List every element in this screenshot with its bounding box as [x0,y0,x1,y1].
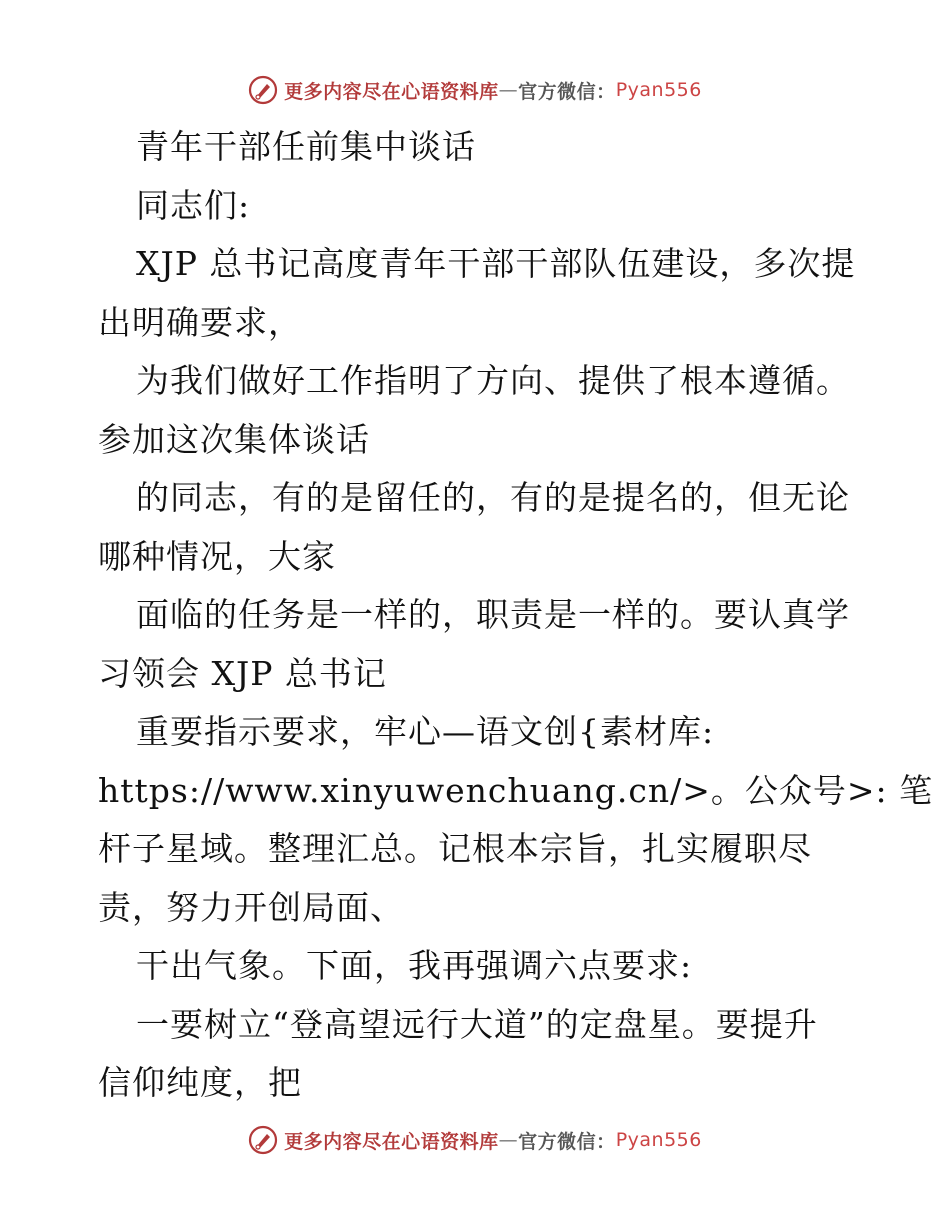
text-line: 出明确要求， [98,302,302,342]
document-title: 青年干部任前集中谈话 [136,127,476,166]
text-line: 杆子星域。整理汇总。记根本宗旨，扎实履职尽 [98,829,812,868]
pen-nib-logo-icon [248,1125,278,1155]
watermark-brand-text: 更多内容尽在心语资料库 [284,80,499,103]
text-line: 面临的任务是一样的，职责是一样的。要认真学 [136,595,850,634]
header-watermark [0,70,950,110]
watermark-brand-text: 更多内容尽在心语资料库 [284,1130,499,1153]
text-line: 信仰纯度，把 [98,1063,302,1102]
text-line: 干出气象。下面，我再强调六点要求: [136,946,693,985]
watermark-wechat-label: 官方微信： [518,80,616,103]
text-line: 重要指示要求，牢心—语文创{素材库: [136,712,715,751]
watermark-separator: — [498,79,519,101]
salutation: 同志们: [136,185,251,225]
watermark-wechat-label: 官方微信： [518,1130,616,1153]
footer-watermark [0,1120,950,1160]
watermark-separator: — [498,1129,519,1151]
watermark-wechat-id: Pyan556 [615,1129,702,1151]
text-line: 一要树立“登高望远行大道”的定盘星。要提升 [136,1004,818,1044]
text-line: 的同志，有的是留任的，有的是提名的，但无论 [136,478,850,517]
watermark-wechat-id: Pyan556 [615,79,702,101]
text-line: XJP 总书记高度青年干部干部队伍建设，多次提 [136,244,856,283]
text-line: 为我们做好工作指明了方向、提供了根本遵循。 [136,361,850,400]
text-line: 习领会 XJP 总书记 [98,653,387,693]
pen-nib-logo-icon [248,75,278,105]
text-line: 参加这次集体谈话 [98,419,370,459]
text-line: 责，努力开创局面、 [98,887,404,927]
text-line: 哪种情况，大家 [98,536,336,576]
text-line-url: https://www.xinyuwenchuang.cn/>。公众号>: 笔 [98,770,934,810]
document-body [98,118,934,1113]
